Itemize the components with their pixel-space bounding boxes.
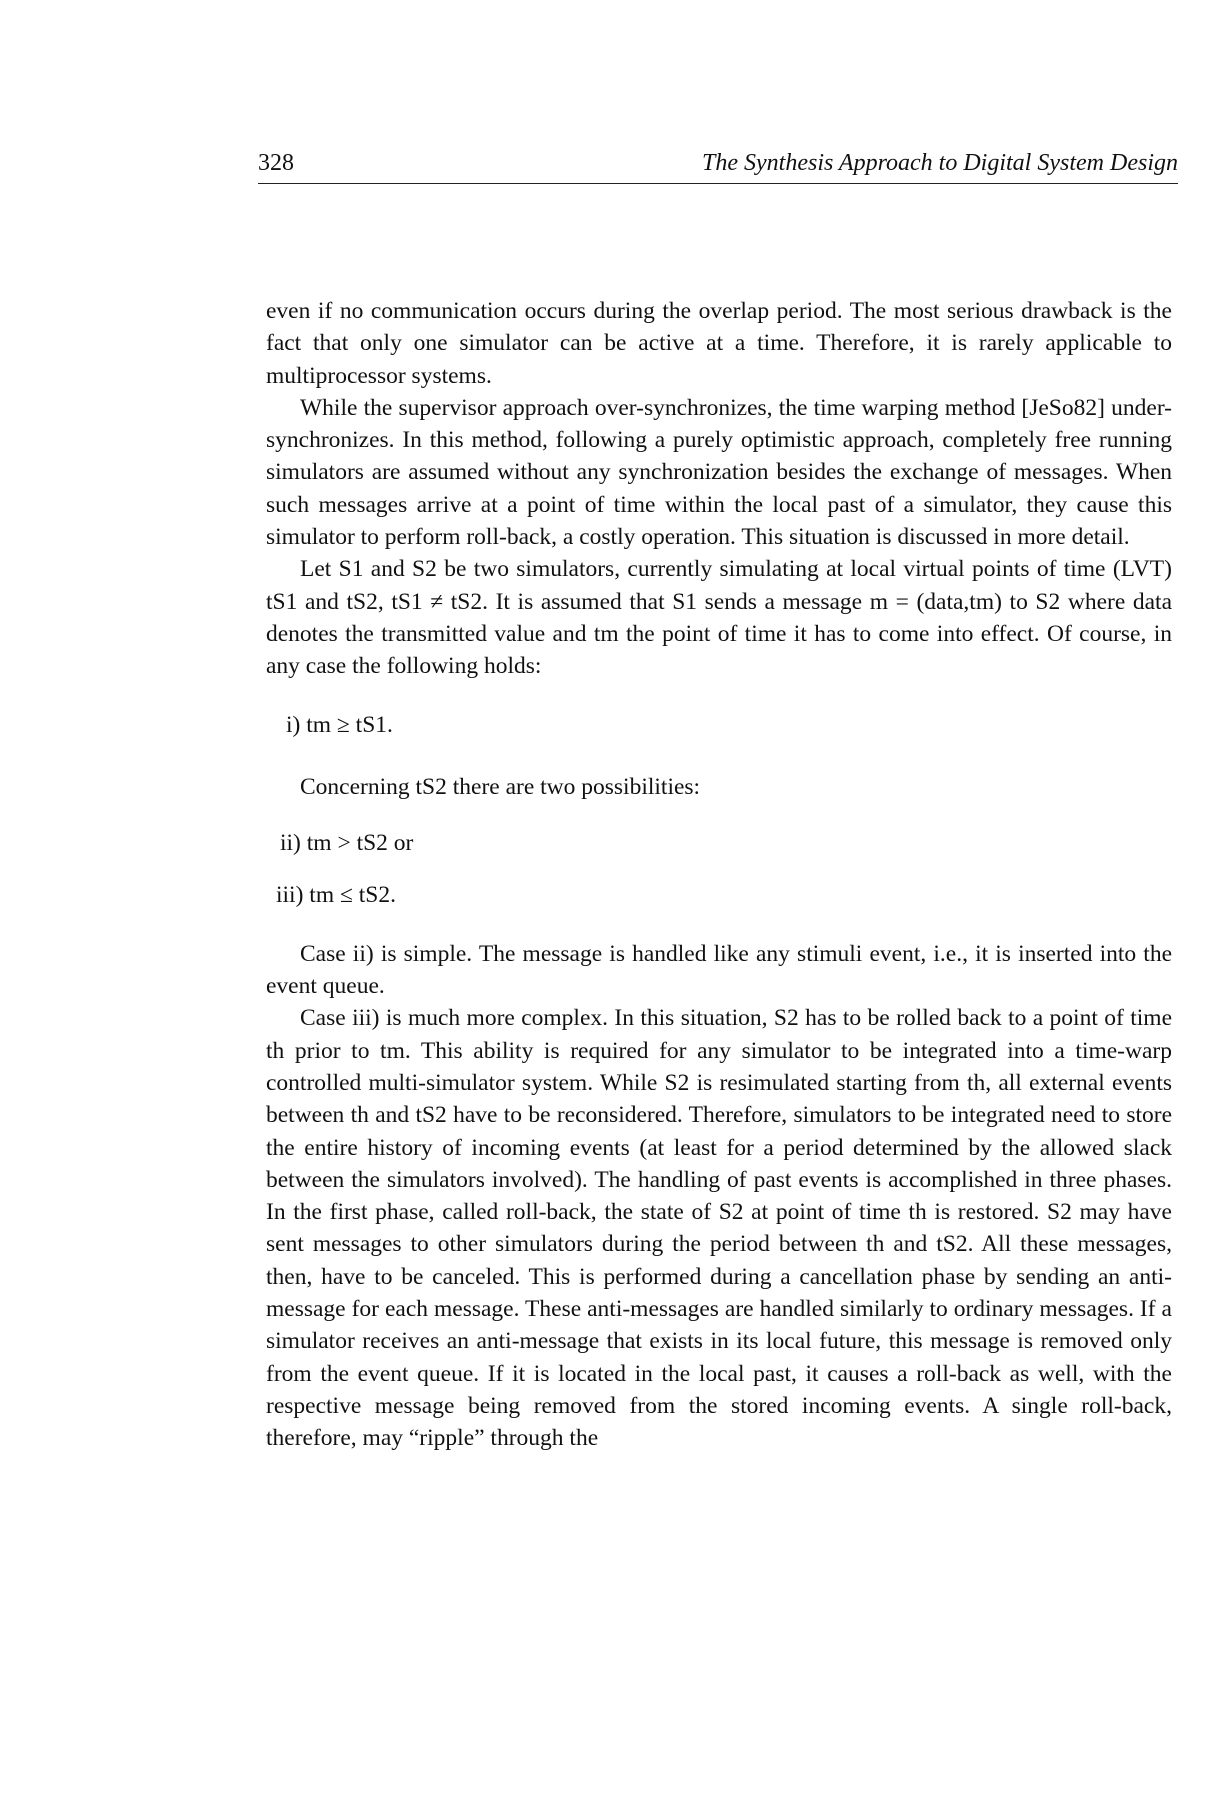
- condition-list-1: [266, 709, 1172, 741]
- running-title: The Synthesis Approach to Digital System Design: [702, 150, 1178, 176]
- list-item-i: i) tm ≥ tS1.: [286, 711, 393, 738]
- paragraph-2: While the supervisor approach over-synchronizes, the time warping method [JeSo82] under-synchronizes. In this method, following a purely optimistic approach, completely free running simulators are assumed without any synchronization besides the exchange of messages. When such messages arrive at a point of time within the local past of a simulator, they cause this simulator to perform roll-back, a costly operation. This situation is discussed in more detail.: [266, 394, 1172, 551]
- body-text: [266, 295, 1172, 1455]
- running-header: [258, 150, 1178, 184]
- list-item-ii: ii) tm > tS2 or: [280, 830, 414, 857]
- paragraph-5: Case iii) is much more complex. In this situation, S2 has to be rolled back to a point of time th prior to tm. This ability is required for any simulator to be integrated into a time-warp controlled multi-simulator system. While S2 is resimulated starting from th, all external events between th and tS2 have to be reconsidered. Therefore, simulators to be integrated need to store the entire history of incoming events (at least for a period determined by the allowed slack between the simulators involved). The handling of past events is accomplished in three phases. In the first phase, called roll-back, the state of S2 at point of time th is restored. S2 may have sent messages to other simulators during the period between th and tS2. All these messages, then, have to be canceled. This is performed during a cancellation phase by sending an anti-message for each message. These anti-messages are handled similarly to ordinary messages. If a simulator receives an anti-message that exists in its local future, this message is removed only from the event queue. If it is located in the local past, it causes a roll-back as well, with the respective message being removed from the stored incoming events. A single roll-back, therefore, may “ripple” through the: [266, 1005, 1172, 1452]
- page-number: 328: [258, 150, 294, 176]
- condition-list-2: [266, 827, 1172, 912]
- paragraph-3: Let S1 and S2 be two simulators, currently simulating at local virtual points of time (LVT) tS1 and tS2, tS1 ≠ tS2. It is assumed that S1 sends a message m = (data,tm) to S2 where data denotes the transmitted value and tm the point of time it has to come into effect. Of course, in any case the following holds:: [266, 556, 1172, 680]
- list-item-iii: iii) tm ≤ tS2.: [276, 882, 396, 909]
- paragraph-4: Case ii) is simple. The message is handled like any stimuli event, i.e., it is inserted into the event queue.: [266, 940, 1172, 1000]
- concerning-line: Concerning tS2 there are two possibilities:: [300, 773, 701, 800]
- paragraph-1: even if no communication occurs during the overlap period. The most serious drawback is the fact that only one simulator can be active at a time. Therefore, it is rarely applicable to multiprocessor systems.: [266, 298, 1172, 389]
